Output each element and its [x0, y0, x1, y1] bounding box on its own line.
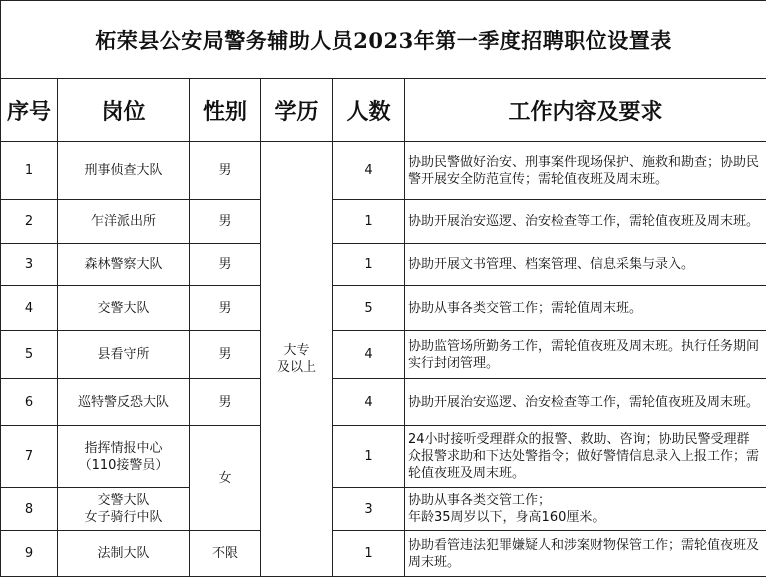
row-count: 1 — [333, 426, 405, 488]
row-count: 5 — [333, 286, 405, 331]
row-count: 1 — [333, 200, 405, 244]
row-post: 指挥情报中心 （110接警员） — [58, 426, 190, 488]
row-post: 乍洋派出所 — [58, 200, 190, 244]
row-count: 3 — [333, 488, 405, 531]
row-gender: 男 — [190, 286, 261, 331]
row-requirements: 协助开展治安巡逻、治安检查等工作，需轮值夜班及周末班。 — [405, 200, 766, 244]
table-row — [1, 244, 766, 286]
row-post: 刑事侦查大队 — [58, 142, 190, 200]
row-requirements: 协助民警做好治安、刑事案件现场保护、施救和勘查；协助民警开展安全防范宣传；需轮值夜班及周末班。 — [405, 142, 766, 200]
row-seq: 1 — [1, 142, 58, 200]
education-cell: 大专 及以上 — [261, 142, 333, 577]
row-requirements: 协助从事各类交管工作；需轮值周末班。 — [405, 286, 766, 331]
row-post: 法制大队 — [58, 531, 190, 577]
row-post: 森林警察大队 — [58, 244, 190, 286]
row-seq: 4 — [1, 286, 58, 331]
row-requirements: 协助监管场所勤务工作，需轮值夜班及周末班。执行任务期间实行封闭管理。 — [405, 331, 766, 379]
row-seq: 9 — [1, 531, 58, 577]
table-row — [1, 200, 766, 244]
row-gender: 男 — [190, 200, 261, 244]
row-post: 交警大队 女子骑行中队 — [58, 488, 190, 531]
table-row — [1, 142, 766, 200]
row-count: 4 — [333, 379, 405, 426]
row-seq: 8 — [1, 488, 58, 531]
table-row — [1, 286, 766, 331]
row-requirements: 24小时接听受理群众的报警、救助、咨询；协助民警受理群众报警求助和下达处警指令；做好警情信息录入上报工作；需轮值夜班及周末班。 — [405, 426, 766, 488]
row-requirements: 协助开展治安巡逻、治安检查等工作，需轮值夜班及周末班。 — [405, 379, 766, 426]
header-count: 人数 — [333, 79, 405, 142]
table-row — [1, 531, 766, 577]
header-row — [1, 79, 766, 142]
row-seq: 7 — [1, 426, 58, 488]
gender-female-cell: 女 — [190, 426, 261, 531]
row-seq: 3 — [1, 244, 58, 286]
row-count: 4 — [333, 331, 405, 379]
row-gender: 男 — [190, 244, 261, 286]
row-seq: 6 — [1, 379, 58, 426]
table-row — [1, 426, 766, 488]
page-title: 柘荣县公安局警务辅助人员2023年第一季度招聘职位设置表 — [1, 1, 766, 79]
header-post: 岗位 — [58, 79, 190, 142]
row-gender: 男 — [190, 142, 261, 200]
row-count: 1 — [333, 244, 405, 286]
row-seq: 2 — [1, 200, 58, 244]
header-seq: 序号 — [1, 79, 58, 142]
header-education: 学历 — [261, 79, 333, 142]
row-post: 县看守所 — [58, 331, 190, 379]
row-gender: 男 — [190, 331, 261, 379]
row-post: 巡特警反恐大队 — [58, 379, 190, 426]
table-row — [1, 331, 766, 379]
row-post: 交警大队 — [58, 286, 190, 331]
table-row — [1, 488, 766, 531]
row-requirements: 协助开展文书管理、档案管理、信息采集与录入。 — [405, 244, 766, 286]
table-row — [1, 379, 766, 426]
row-requirements: 协助从事各类交管工作； 年龄35周岁以下，身高160厘米。 — [405, 488, 766, 531]
row-seq: 5 — [1, 331, 58, 379]
header-gender: 性别 — [190, 79, 261, 142]
row-gender: 男 — [190, 379, 261, 426]
row-requirements: 协助看管违法犯罪嫌疑人和涉案财物保管工作；需轮值夜班及周末班。 — [405, 531, 766, 577]
header-requirements: 工作内容及要求 — [405, 79, 766, 142]
row-count: 4 — [333, 142, 405, 200]
row-gender: 不限 — [190, 531, 261, 577]
row-count: 1 — [333, 531, 405, 577]
